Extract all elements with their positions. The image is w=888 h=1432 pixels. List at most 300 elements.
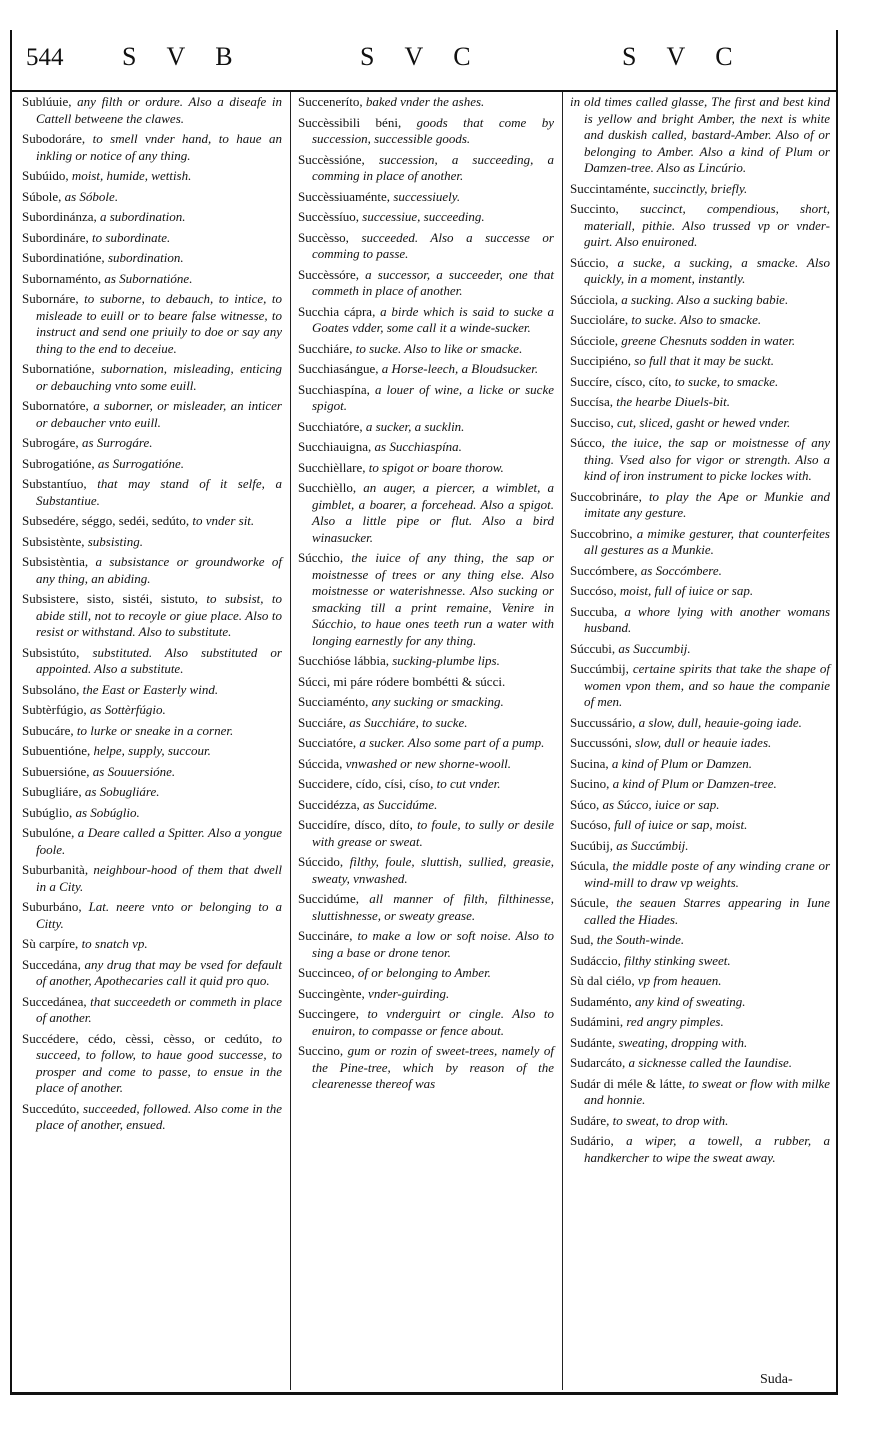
entry-definition: the iuice of any thing, the sap or moistnesse of trees or any thing else. Also moistnesse or waterishnesse. Also sucking or smacking till a print remaine, Venire in Súcchio, to haue ones teeth run a water with longing earnestly for any thing.: [312, 550, 554, 648]
entry-definition: to sucke, to smacke.: [674, 373, 779, 389]
entry-definition: to vnderguirt or cingle. Also to enuiron, to compasse or fence about.: [312, 1006, 554, 1038]
dictionary-entry: [298, 94, 554, 111]
entry-definition: as Sobugliáre.: [84, 784, 160, 799]
dictionary-entry: [298, 928, 554, 961]
entry-headword: Succidúme,: [298, 891, 370, 906]
dictionary-entry: [22, 168, 282, 185]
dictionary-entry: [570, 435, 830, 485]
entry-definition: a sucker. Also some part of a pump.: [359, 735, 545, 750]
entry-definition: any filth or ordure. Also a diseafe in Cattell betweene the clawes.: [36, 94, 282, 126]
dictionary-entry: [298, 361, 554, 378]
entry-definition: helpe, supply, succour.: [93, 743, 211, 758]
entry-definition: subordination.: [107, 250, 184, 265]
entry-headword: Succioláre,: [570, 312, 632, 327]
dictionary-entry: [570, 756, 830, 773]
entry-definition: filthy stinking sweet.: [624, 952, 731, 968]
dictionary-entry: [22, 743, 282, 760]
entry-headword: Súcule,: [570, 895, 617, 910]
entry-headword: Succidere, cído, císi, císo,: [298, 776, 437, 791]
entry-headword: Subuentióne,: [22, 743, 94, 758]
dictionary-entry: [22, 936, 282, 953]
entry-definition: the South-winde.: [596, 932, 685, 947]
entry-headword: Succhiaspína,: [298, 381, 375, 397]
entry-definition: succinct, compendious, short, materiall, pithie. Also trussed vp or vnder-guirt. Also enuironed.: [584, 201, 830, 249]
entry-definition: a slow, dull, heauie-going iade.: [638, 714, 802, 730]
entry-headword: Subrogatióne,: [22, 455, 98, 471]
dictionary-entry: [22, 1101, 282, 1134]
header-left: S V B: [122, 42, 245, 71]
dictionary-entry: [570, 583, 830, 600]
entry-headword: Sucúbij,: [570, 837, 617, 853]
dictionary-entry: [570, 1014, 830, 1031]
entry-definition: as Succhiáre, to sucke.: [349, 714, 468, 730]
entry-definition: a whore lying with another womans husband.: [584, 603, 830, 635]
dictionary-entry: [298, 653, 554, 670]
dictionary-entry: [298, 267, 554, 300]
dictionary-entry: [22, 291, 282, 357]
dictionary-entry: [22, 723, 282, 740]
entry-headword: Succino,: [298, 1043, 348, 1058]
dictionary-entry: [298, 209, 554, 226]
entry-headword: Sudarcáto,: [570, 1055, 629, 1070]
entry-definition: as Súcco, iuice or sap.: [602, 796, 720, 812]
entry-headword: Súccida,: [298, 755, 346, 771]
dictionary-entry: [570, 292, 830, 309]
entry-definition: a mimike gesturer, that counterfeites all gestures as a Munkie.: [584, 525, 830, 557]
column-divider: [562, 92, 563, 1390]
entry-headword: Sublúuie,: [22, 94, 78, 109]
dictionary-entry: [570, 353, 830, 370]
dictionary-entry: [298, 230, 554, 263]
entry-definition: a kind of Plum or Damzen.: [611, 755, 752, 771]
entry-definition: a kind of Plum or Damzen-tree.: [612, 776, 777, 791]
dictionary-entry: [22, 435, 282, 452]
dictionary-entry: [570, 1076, 830, 1109]
dictionary-entry: [298, 756, 554, 773]
entry-headword: Subordinatióne,: [22, 250, 108, 265]
entry-headword: Súcci, mi páre ródere bombétti & súcci.: [298, 673, 506, 689]
entry-headword: Succiáre,: [298, 714, 350, 730]
entry-headword: Succóso,: [570, 583, 620, 598]
dictionary-entry: [22, 131, 282, 164]
entry-definition: certaine spirits that take the shape of women vpon them, and so haue the companie of men.: [584, 661, 831, 709]
dictionary-entry: [570, 1113, 830, 1130]
entry-definition: a sicknesse called the Iaundise.: [628, 1055, 793, 1070]
dictionary-entry: [570, 895, 830, 928]
entry-headword: Succináre,: [298, 928, 358, 943]
entry-headword: Subsistènte,: [22, 533, 88, 549]
entry-headword: Sud,: [570, 932, 597, 947]
entry-headword: Subsistèntia,: [22, 554, 96, 569]
dictionary-entry: [570, 797, 830, 814]
entry-definition: moist, full of iuice or sap.: [619, 583, 754, 598]
entry-headword: Sù carpíre,: [22, 936, 82, 951]
dictionary-entry: [22, 899, 282, 932]
entry-headword: Subornatióne,: [22, 361, 101, 376]
entry-definition: succeeded, followed. Also come in the place of another, ensued.: [36, 1100, 283, 1132]
dictionary-entry: [22, 534, 282, 551]
entry-definition: so full that it may be suckt.: [634, 353, 774, 368]
dictionary-entry: [22, 702, 282, 719]
entry-headword: Sucino,: [570, 776, 613, 791]
dictionary-entry: [22, 209, 282, 226]
dictionary-entry: [22, 645, 282, 678]
dictionary-entry: [22, 250, 282, 267]
entry-definition: successiue, succeeding.: [362, 209, 485, 224]
dictionary-entry: [22, 513, 282, 530]
dictionary-entry: [570, 201, 830, 251]
entry-headword: Succingènte,: [298, 985, 369, 1001]
entry-definition: vp from heauen.: [637, 973, 722, 988]
entry-definition: of or belonging to Amber.: [357, 965, 491, 980]
entry-headword: Succèssibili béni,: [298, 114, 417, 130]
entry-definition: a suborner, or misleader, an inticer or debaucher vnto euill.: [36, 398, 282, 430]
dictionary-entry: [298, 382, 554, 415]
dictionary-entry: [22, 476, 282, 509]
entry-definition: subsisting.: [87, 533, 143, 549]
entry-definition: a birde which is said to sucke a Goates vdder, some call it a winde-sucker.: [312, 303, 554, 335]
dictionary-entry: [298, 152, 554, 185]
entry-definition: in old times called glasse, The first and best kind is yellow and bright Amber, the next is white and duskish called, bastard-Amber. Also of or belonging to Amber. Also a kind of Plum or Damzen-tree. Also as Lincúrio.: [570, 94, 830, 175]
entry-headword: Succidíre, dísco, díto,: [298, 817, 418, 832]
dictionary-entry: [298, 480, 554, 546]
entry-definition: succession, a succeeding, a comming in place of another.: [312, 151, 554, 183]
dictionary-entry: [298, 115, 554, 148]
entry-headword: Subordinánza,: [22, 209, 100, 224]
entry-definition: as Surrogáre.: [81, 435, 153, 450]
dictionary-entry: [22, 554, 282, 587]
dictionary-entry: [22, 271, 282, 288]
entry-headword: Sudámini,: [570, 1014, 627, 1029]
entry-definition: to sucke. Also to like or smacke.: [355, 340, 523, 356]
column-divider: [290, 92, 291, 1390]
entry-definition: red angry pimples.: [626, 1014, 724, 1029]
dictionary-entry: [22, 805, 282, 822]
dictionary-entry: [298, 460, 554, 477]
entry-definition: to play the Ape or Munkie and imitate any gesture.: [584, 488, 830, 520]
column-3: [570, 94, 830, 1170]
entry-headword: Substantíuo,: [22, 476, 98, 491]
dictionary-entry: [570, 255, 830, 288]
entry-headword: Sù dal ciélo,: [570, 973, 638, 988]
entry-headword: Suburbanità,: [22, 862, 94, 877]
entry-headword: Súccubi,: [570, 640, 619, 656]
entry-definition: as Souuersióne.: [92, 763, 176, 779]
entry-headword: Succobrináre,: [570, 488, 649, 504]
entry-headword: Súccido,: [298, 854, 350, 869]
entry-definition: sucking-plumbe lips.: [392, 653, 500, 668]
entry-headword: Sudário,: [570, 1133, 627, 1148]
entry-definition: to smell vnder hand, to haue an inkling or notice of any thing.: [36, 131, 282, 163]
entry-definition: filthy, foule, sluttish, sullied, greasie, sweaty, vnwashed.: [312, 854, 554, 886]
entry-definition: to subsist, to abide still, not to recoyle or giue place. Also to resist or withstand. Also to substitute.: [36, 591, 282, 639]
entry-definition: a louer of wine, a licke or sucke spigot.: [312, 381, 554, 413]
dictionary-entry: [298, 735, 554, 752]
entry-headword: Succhiatóre,: [298, 418, 366, 434]
entry-headword: Succúmbij,: [570, 661, 633, 676]
entry-definition: neighbour-hood of them that dwell in a City.: [36, 862, 282, 894]
dictionary-entry: [570, 715, 830, 732]
entry-headword: Sucina,: [570, 755, 612, 771]
dictionary-entry: [298, 797, 554, 814]
entry-headword: Succhièllo,: [298, 480, 364, 495]
dictionary-entry: [22, 456, 282, 473]
entry-headword: Súbole,: [22, 188, 65, 204]
header-right: S V C: [622, 42, 745, 71]
dictionary-entry: [22, 825, 282, 858]
entry-headword: Subornáre,: [22, 291, 85, 306]
entry-definition: as Sóbole.: [64, 188, 119, 204]
entry-definition: any drug that may be vsed for default of another, Apothecaries call it quid pro quo.: [36, 956, 282, 988]
dictionary-entry: [298, 776, 554, 793]
entry-definition: the middle poste of any winding crane or wind-mill to draw vp weights.: [584, 858, 831, 890]
entry-definition: all manner of filth, filthinesse, sluttishnesse, or sweaty grease.: [312, 891, 555, 923]
entry-headword: Succèsso,: [298, 229, 362, 245]
entry-definition: to succeed, to follow, to haue good successe, to prosper and come to passe, to ensue in the place of another.: [36, 1030, 282, 1095]
entry-headword: Sudaménto,: [570, 993, 635, 1009]
entry-headword: Succíre, císco, cíto,: [570, 373, 675, 389]
catchword: Suda-: [760, 1372, 793, 1387]
entry-definition: to foule, to sully or desile with grease or sweat.: [312, 817, 554, 849]
entry-definition: as Succumbij.: [618, 640, 691, 656]
dictionary-entry: [22, 94, 282, 127]
dictionary-entry: [22, 1031, 282, 1097]
entry-definition: successiuely.: [393, 188, 461, 204]
entry-headword: Subucáre,: [22, 722, 77, 738]
entry-headword: Súcciola,: [570, 291, 622, 307]
dictionary-entry: [570, 994, 830, 1011]
dictionary-entry: [22, 862, 282, 895]
entry-definition: to sucke. Also to smacke.: [631, 312, 762, 327]
entry-headword: Succinto,: [570, 201, 640, 216]
entry-definition: to make a low or soft noise. Also to sing a base or drone tenor.: [312, 928, 554, 960]
dictionary-entry: [22, 189, 282, 206]
dictionary-entry: [570, 604, 830, 637]
entry-headword: Subtèrfúgio,: [22, 702, 90, 717]
dictionary-entry: [298, 891, 554, 924]
entry-definition: to snatch vp.: [81, 936, 148, 951]
entry-definition: as Sobúglio.: [75, 804, 140, 820]
entry-headword: Subornaménto,: [22, 270, 105, 286]
entry-definition: gum or rozin of sweet-trees, namely of the Pine-tree, which by reason of the clearenesse thereof was: [312, 1043, 554, 1091]
entry-headword: Súcco,: [570, 435, 612, 450]
dictionary-entry: [570, 1055, 830, 1072]
entry-headword: Subugliáre,: [22, 784, 85, 799]
entry-headword: Succedánea,: [22, 993, 91, 1009]
entry-headword: Subsoláno,: [22, 681, 83, 697]
entry-definition: goods that come by succession, successible goods.: [312, 114, 554, 146]
entry-definition: subornation, misleading, enticing or debauching vnto some euill.: [36, 361, 282, 393]
entry-definition: as Soccómbere.: [640, 562, 722, 578]
dictionary-entry: [298, 674, 554, 691]
entry-headword: Succhiáre,: [298, 340, 356, 356]
entry-definition: moist, humide, wettish.: [71, 168, 192, 183]
entry-headword: Succhia cápra,: [298, 303, 381, 319]
dictionary-entry: [570, 333, 830, 350]
entry-definition: as Surrogatióne.: [97, 455, 185, 471]
entry-headword: Subúglio,: [22, 804, 76, 820]
entry-definition: the seauen Starres appearing in Iune called the Hiades.: [584, 895, 830, 927]
entry-headword: Subsistúto,: [22, 644, 93, 660]
dictionary-entry: [22, 591, 282, 641]
entry-headword: Súccio,: [570, 254, 618, 270]
entry-definition: to vnder sit.: [192, 513, 255, 528]
dictionary-entry: [22, 398, 282, 431]
dictionary-entry: [570, 838, 830, 855]
entry-headword: Succeneríto,: [298, 94, 366, 109]
dictionary-entry: [570, 526, 830, 559]
entry-definition: to subordinate.: [92, 229, 171, 245]
dictionary-entry: [570, 735, 830, 752]
entry-headword: Succobrino,: [570, 525, 637, 541]
entry-headword: Succhièllare,: [298, 459, 369, 475]
column-1: [22, 94, 282, 1138]
entry-definition: a sucker, a sucklin.: [365, 418, 465, 434]
entry-definition: any kind of sweating.: [635, 993, 746, 1009]
entry-headword: Succhiauigna,: [298, 439, 375, 454]
dictionary-entry: [570, 394, 830, 411]
entry-definition: the iuice, the sap or moistnesse of any thing. Vsed also for vigor or strength. Also a kind of iron instrument to picke lockes with.: [584, 435, 830, 483]
dictionary-entry: [298, 419, 554, 436]
dictionary-entry: [22, 764, 282, 781]
entry-headword: Súcula,: [570, 858, 613, 873]
entry-definition: cut, sliced, gasht or hewed vnder.: [616, 414, 791, 430]
entry-definition: a sucke, a sucking, a smacke. Also quickly, in a moment, instantly.: [584, 254, 830, 286]
entry-headword: Subodoráre,: [22, 131, 93, 146]
dictionary-entry: [570, 489, 830, 522]
dictionary-entry: [570, 374, 830, 391]
entry-definition: to sweat, to drop with.: [612, 1112, 729, 1128]
dictionary-entry: [298, 986, 554, 1003]
running-header: [12, 30, 836, 88]
entry-definition: as Succúmbij.: [616, 837, 689, 853]
entry-definition: a sucking. Also a sucking babie.: [621, 291, 789, 307]
entry-definition: that may stand of it selfe, a Substantiue.: [36, 476, 282, 508]
dictionary-entry: [22, 682, 282, 699]
dictionary-entry: [298, 817, 554, 850]
entry-headword: Súcchio,: [298, 550, 352, 565]
entry-headword: Succintaménte,: [570, 180, 654, 196]
entry-headword: Succhióse lábbia,: [298, 653, 393, 668]
dictionary-entry: [570, 312, 830, 329]
entry-definition: full of iuice or sap, moist.: [614, 817, 748, 832]
entry-headword: Succingere,: [298, 1006, 368, 1021]
entry-definition: that succeedeth or commeth in place of another.: [36, 993, 282, 1025]
entry-definition: vnder-guirding.: [368, 985, 450, 1001]
dictionary-entry: [570, 1035, 830, 1052]
entry-headword: Sucóso,: [570, 817, 615, 832]
entry-headword: Succussóni,: [570, 735, 635, 750]
entry-headword: Subrogáre,: [22, 435, 82, 450]
entry-definition: to cut vnder.: [436, 776, 501, 791]
dictionary-entry: [298, 304, 554, 337]
entry-headword: Subuersióne,: [22, 763, 93, 779]
entry-definition: a Horse-leech, a Bloudsucker.: [381, 361, 539, 376]
dictionary-entry: [570, 817, 830, 834]
entry-definition: to sweat or flow with milke and honnie.: [584, 1075, 830, 1107]
entry-definition: to suborne, to debauch, to intice, to misleade to euill or to beare false witnesse, to instruct and send one priuily to doe or say any thing to the end to deceiue.: [36, 291, 282, 356]
entry-headword: Subordináre,: [22, 229, 93, 245]
entry-definition: slow, dull or heauie iades.: [635, 735, 772, 750]
entry-headword: Succiso,: [570, 414, 617, 430]
entry-headword: Subsedére, séggo, sedéi, sedúto,: [22, 513, 193, 528]
entry-definition: as Succidúme.: [362, 796, 438, 812]
entry-definition: an auger, a piercer, a wimblet, a gimblet, a boarer, a forcehead. Also a spigot. Also a little pipe or flut. Also a bird winasucker.: [312, 480, 554, 545]
entry-headword: Succedána,: [22, 956, 85, 972]
dictionary-entry: [570, 563, 830, 580]
dictionary-entry: [298, 439, 554, 456]
entry-definition: vnwashed or new shorne-wooll.: [345, 755, 512, 771]
entry-headword: Súco,: [570, 796, 603, 812]
entry-headword: Succèssóre,: [298, 266, 366, 282]
dictionary-entry: [570, 953, 830, 970]
entry-definition: to spigot or boare thorow.: [368, 459, 504, 475]
dictionary-entry: [570, 181, 830, 198]
entry-headword: Succuba,: [570, 603, 625, 619]
entry-definition: any sucking or smacking.: [371, 694, 504, 709]
dictionary-entry: [570, 932, 830, 949]
entry-definition: as Succhiaspína.: [374, 439, 462, 454]
entry-headword: Subúido,: [22, 168, 72, 183]
entry-headword: Succédere, cédo, cèssi, cèsso, or cedúto,: [22, 1030, 272, 1046]
entry-headword: Sudánte,: [570, 1034, 619, 1050]
dictionary-entry: [298, 189, 554, 206]
dictionary-entry: [570, 415, 830, 432]
header-center: S V C: [360, 42, 483, 71]
entry-headword: Suburbáno,: [22, 899, 89, 914]
dictionary-entry: [298, 1043, 554, 1093]
entry-definition: succinctly, briefly.: [653, 180, 748, 196]
entry-definition: as Sottèrfúgio.: [89, 702, 166, 717]
entry-definition: the East or Easterly wind.: [82, 681, 219, 697]
entry-definition: the hearbe Diuels-bit.: [616, 394, 730, 409]
entry-headword: Succinceo,: [298, 965, 358, 980]
dictionary-entry: [22, 230, 282, 247]
entry-headword: Succussário,: [570, 714, 639, 730]
dictionary-entry: [22, 994, 282, 1027]
entry-headword: Succidézza,: [298, 796, 363, 812]
dictionary-entry: [570, 858, 830, 891]
dictionary-entry: [298, 341, 554, 358]
entry-headword: Succedúto,: [22, 1100, 84, 1116]
entry-headword: Succiaménto,: [298, 694, 372, 709]
entry-headword: Subornatóre,: [22, 398, 94, 413]
dictionary-entry: [298, 550, 554, 649]
dictionary-entry: [22, 361, 282, 394]
dictionary-entry: [570, 661, 830, 711]
entry-headword: Sudáre,: [570, 1112, 613, 1128]
entry-headword: Succèssióne,: [298, 151, 379, 167]
entry-definition: Lat. neere vnto or belonging to a Citty.: [36, 899, 282, 931]
entry-definition: baked vnder the ashes.: [365, 94, 485, 109]
entry-definition: as Subornatióne.: [104, 270, 193, 286]
entry-definition: to lurke or sneake in a corner.: [76, 722, 234, 738]
header-rule: [12, 90, 836, 92]
entry-definition: a successor, a succeeder, one that commeth in place of another.: [312, 266, 554, 298]
entry-headword: Sudáccio,: [570, 952, 625, 968]
page-number: 544: [26, 44, 64, 71]
entry-headword: Succómbere,: [570, 562, 641, 578]
dictionary-entry: [22, 784, 282, 801]
entry-headword: Sudár di méle & látte,: [570, 1075, 689, 1091]
entry-definition: greene Chesnuts sodden in water.: [621, 332, 796, 348]
dictionary-entry: [570, 641, 830, 658]
entry-headword: Succèssiuaménte,: [298, 188, 394, 204]
entry-definition: a subsistance or groundworke of any thing, an abiding.: [36, 554, 282, 586]
entry-definition: a Deare called a Spitter. Also a yongue foole.: [36, 825, 282, 857]
entry-definition: substituted. Also substituted or appointed. Also a substitute.: [36, 644, 282, 676]
entry-headword: Subulóne,: [22, 825, 78, 840]
